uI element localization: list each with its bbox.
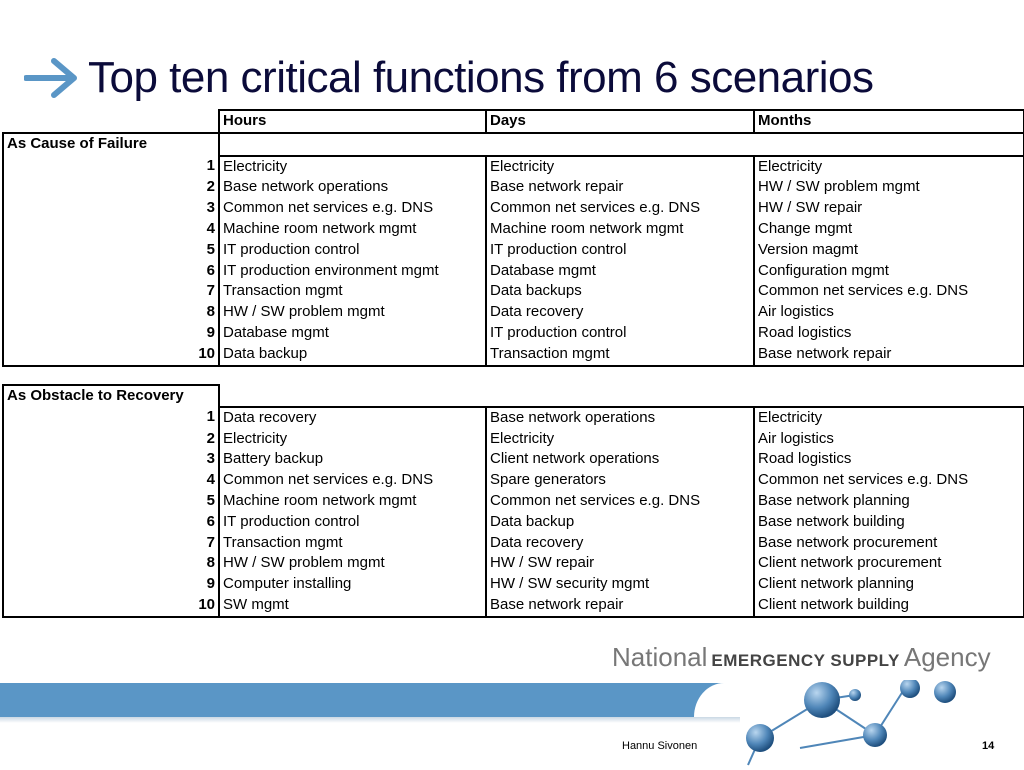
cell-months: Road logistics — [754, 449, 1024, 470]
cell-hours: HW / SW problem mgmt — [219, 302, 486, 323]
cell-hours: Data recovery — [219, 407, 486, 429]
cell-days: HW / SW repair — [486, 553, 754, 574]
rank-number: 1 — [3, 156, 219, 178]
section-spacer — [219, 385, 1024, 407]
cell-hours: Transaction mgmt — [219, 281, 486, 302]
rank-number: 4 — [3, 219, 219, 240]
rank-number: 7 — [3, 533, 219, 554]
table-row — [3, 470, 1024, 491]
table-row — [3, 429, 1024, 450]
cell-months: Base network repair — [754, 344, 1024, 366]
logo-word-emergency-supply: EMERGENCY SUPPLY — [711, 651, 900, 670]
header-months: Months — [754, 110, 1024, 133]
cell-months: Base network planning — [754, 491, 1024, 512]
logo-word-agency: Agency — [903, 642, 991, 672]
cell-days: Transaction mgmt — [486, 344, 754, 366]
cell-hours: Data backup — [219, 344, 486, 366]
cell-months: HW / SW repair — [754, 198, 1024, 219]
cell-hours: IT production environment mgmt — [219, 261, 486, 282]
cell-days: Data recovery — [486, 302, 754, 323]
table-row — [3, 407, 1024, 429]
cell-months: Client network procurement — [754, 553, 1024, 574]
rank-number: 7 — [3, 281, 219, 302]
cell-days: Spare generators — [486, 470, 754, 491]
section-label-row — [3, 133, 1024, 156]
rank-number: 1 — [3, 407, 219, 429]
rank-number: 3 — [3, 449, 219, 470]
header-hours: Hours — [219, 110, 486, 133]
cell-days: Common net services e.g. DNS — [486, 491, 754, 512]
rank-number: 9 — [3, 574, 219, 595]
table-row — [3, 449, 1024, 470]
molecule-dots-icon — [740, 680, 970, 770]
cell-months: Common net services e.g. DNS — [754, 281, 1024, 302]
cell-days: Database mgmt — [486, 261, 754, 282]
arrow-right-icon — [24, 58, 80, 98]
cell-hours: IT production control — [219, 240, 486, 261]
table-row — [3, 595, 1024, 617]
cell-days: Electricity — [486, 429, 754, 450]
section-label: As Cause of Failure — [3, 133, 219, 156]
cell-hours: Electricity — [219, 156, 486, 178]
cell-days: Data backup — [486, 512, 754, 533]
rank-number: 6 — [3, 512, 219, 533]
cell-hours: Base network operations — [219, 177, 486, 198]
rank-number: 8 — [3, 553, 219, 574]
cell-hours: Common net services e.g. DNS — [219, 470, 486, 491]
table-row — [3, 574, 1024, 595]
cell-hours: Common net services e.g. DNS — [219, 198, 486, 219]
cell-months: HW / SW problem mgmt — [754, 177, 1024, 198]
cell-months: Change mgmt — [754, 219, 1024, 240]
cell-days: IT production control — [486, 323, 754, 344]
cell-hours: Transaction mgmt — [219, 533, 486, 554]
table-row — [3, 156, 1024, 178]
cell-hours: Battery backup — [219, 449, 486, 470]
slide-title-row — [24, 48, 874, 108]
cell-hours: IT production control — [219, 512, 486, 533]
rank-number: 10 — [3, 595, 219, 617]
table-row — [3, 323, 1024, 344]
cell-months: Base network building — [754, 512, 1024, 533]
section-label: As Obstacle to Recovery — [3, 385, 219, 407]
table-row — [3, 177, 1024, 198]
section-spacer — [219, 133, 1024, 156]
table-row — [3, 281, 1024, 302]
table-row — [3, 533, 1024, 554]
rank-number: 4 — [3, 470, 219, 491]
cell-months: Configuration mgmt — [754, 261, 1024, 282]
rank-number: 5 — [3, 240, 219, 261]
column-header-row — [3, 110, 1024, 133]
table-row — [3, 261, 1024, 282]
cell-days: Client network operations — [486, 449, 754, 470]
header-days: Days — [486, 110, 754, 133]
cell-months: Version magmt — [754, 240, 1024, 261]
cell-months: Electricity — [754, 156, 1024, 178]
cell-hours: Machine room network mgmt — [219, 219, 486, 240]
table-row — [3, 344, 1024, 366]
cell-months: Air logistics — [754, 429, 1024, 450]
cell-hours: Database mgmt — [219, 323, 486, 344]
slide-title: Top ten critical functions from 6 scenarios — [88, 53, 874, 102]
logo-word-national: National — [612, 642, 708, 672]
cell-hours: Computer installing — [219, 574, 486, 595]
cell-days: IT production control — [486, 240, 754, 261]
cell-months: Client network planning — [754, 574, 1024, 595]
table-row — [3, 553, 1024, 574]
rank-number: 5 — [3, 491, 219, 512]
cell-hours: SW mgmt — [219, 595, 486, 617]
rank-number: 6 — [3, 261, 219, 282]
cause-of-failure-table — [2, 109, 1024, 367]
table-row — [3, 198, 1024, 219]
table-row — [3, 512, 1024, 533]
rank-number: 8 — [3, 302, 219, 323]
cell-days: Base network operations — [486, 407, 754, 429]
cell-days: Base network repair — [486, 595, 754, 617]
cell-days: Data backups — [486, 281, 754, 302]
rank-number: 10 — [3, 344, 219, 366]
cell-days: Data recovery — [486, 533, 754, 554]
rank-number: 2 — [3, 177, 219, 198]
cell-days: Base network repair — [486, 177, 754, 198]
header-corner — [3, 110, 219, 133]
cell-months: Air logistics — [754, 302, 1024, 323]
cell-months: Electricity — [754, 407, 1024, 429]
cell-days: Electricity — [486, 156, 754, 178]
cell-months: Base network procurement — [754, 533, 1024, 554]
cell-days: HW / SW security mgmt — [486, 574, 754, 595]
table-row — [3, 302, 1024, 323]
section-label-row — [3, 385, 1024, 407]
rank-number: 3 — [3, 198, 219, 219]
cell-hours: HW / SW problem mgmt — [219, 553, 486, 574]
author-name: Hannu Sivonen — [622, 740, 698, 752]
cell-hours: Machine room network mgmt — [219, 491, 486, 512]
cell-days: Common net services e.g. DNS — [486, 198, 754, 219]
table-row — [3, 219, 1024, 240]
footer-shadow — [0, 717, 740, 723]
cell-days: Machine room network mgmt — [486, 219, 754, 240]
rank-number: 2 — [3, 429, 219, 450]
rank-number: 9 — [3, 323, 219, 344]
page-number: 14 — [982, 740, 995, 752]
table-row — [3, 240, 1024, 261]
obstacle-to-recovery-table — [2, 384, 1024, 618]
cell-months: Road logistics — [754, 323, 1024, 344]
cell-months: Common net services e.g. DNS — [754, 470, 1024, 491]
cell-hours: Electricity — [219, 429, 486, 450]
table-row — [3, 491, 1024, 512]
cell-months: Client network building — [754, 595, 1024, 617]
agency-logo — [612, 642, 991, 673]
